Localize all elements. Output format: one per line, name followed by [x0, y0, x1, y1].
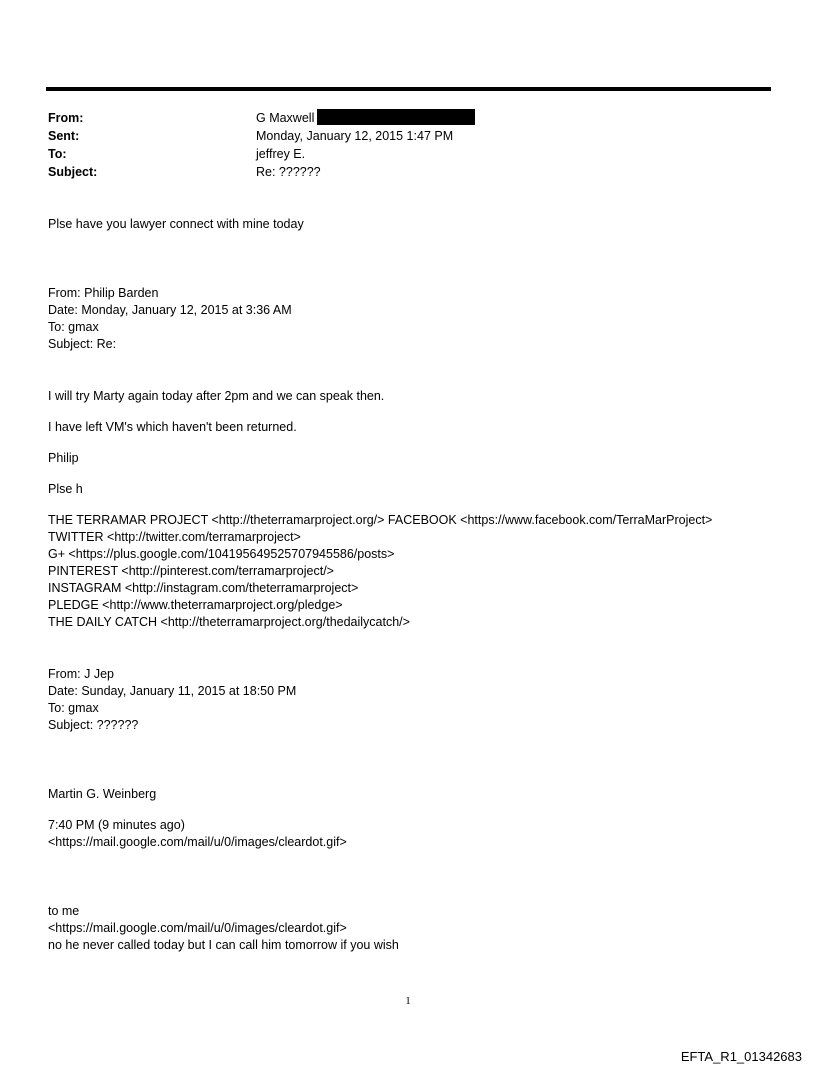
- quoted1-para2: I have left VM's which haven't been returned.: [48, 420, 297, 434]
- page-number: 1: [405, 995, 411, 1007]
- header-to-row: [48, 145, 475, 163]
- link-line[interactable]: THE TERRAMAR PROJECT <http://theterramarproject.org/> FACEBOOK <https://www.facebook.com/TerraMarProject>: [48, 513, 713, 527]
- bates-stamp: EFTA_R1_01342683: [680, 1049, 802, 1064]
- subject-label: Subject:: [48, 165, 98, 179]
- link-line[interactable]: THE DAILY CATCH <http://theterramarproject.org/thedailycatch/>: [48, 615, 410, 629]
- quoted2-sender: Martin G. Weinberg: [48, 787, 157, 801]
- quoted2-to: To: gmax: [48, 701, 99, 715]
- quoted2-img-link[interactable]: <https://mail.google.com/mail/u/0/images/cleardot.gif>: [48, 835, 347, 849]
- to-label: To:: [48, 147, 67, 161]
- to-value: jeffrey E.: [256, 147, 306, 161]
- quoted2-date: Date: Sunday, January 11, 2015 at 18:50 PM: [48, 684, 297, 698]
- quoted2-subject: Subject: ??????: [48, 718, 139, 732]
- quoted2-time: 7:40 PM (9 minutes ago): [48, 818, 185, 832]
- link-line[interactable]: G+ <https://plus.google.com/104195649525707945586/posts>: [48, 547, 395, 561]
- header-sent-row: [48, 127, 475, 145]
- link-line[interactable]: INSTAGRAM <http://instagram.com/theterramarproject>: [48, 581, 359, 595]
- quoted1-fragment: Plse h: [48, 482, 83, 496]
- from-value: [256, 109, 475, 127]
- link-line[interactable]: TWITTER <http://twitter.com/terramarproject>: [48, 530, 301, 544]
- quoted1-date: Date: Monday, January 12, 2015 at 3:36 AM: [48, 303, 292, 317]
- quoted2-message: no he never called today but I can call him tomorrow if you wish: [48, 938, 399, 952]
- from-label: From:: [48, 111, 84, 125]
- header-subject-row: [48, 163, 475, 181]
- from-name: G Maxwell: [256, 111, 315, 125]
- sent-value: Monday, January 12, 2015 1:47 PM: [256, 129, 454, 143]
- link-line[interactable]: PINTEREST <http://pinterest.com/terramarproject/>: [48, 564, 334, 578]
- sent-label: Sent:: [48, 129, 80, 143]
- quoted2-img-link[interactable]: <https://mail.google.com/mail/u/0/images/cleardot.gif>: [48, 921, 347, 935]
- quoted2-to-me: to me: [48, 904, 80, 918]
- quoted1-signoff: Philip: [48, 451, 79, 465]
- link-line[interactable]: PLEDGE <http://www.theterramarproject.org/pledge>: [48, 598, 343, 612]
- quoted1-para1: I will try Marty again today after 2pm and we can speak then.: [48, 389, 385, 403]
- quoted1-from: From: Philip Barden: [48, 286, 159, 300]
- subject-value: Re: ??????: [256, 165, 321, 179]
- quoted2-from: From: J Jep: [48, 667, 114, 681]
- email-body: [48, 216, 788, 954]
- reply-text: Plse have you lawyer connect with mine today: [48, 217, 304, 231]
- header-from-row: [48, 109, 475, 127]
- redaction-box: [317, 109, 475, 125]
- header-rule: [46, 87, 771, 91]
- quoted1-to: To: gmax: [48, 320, 99, 334]
- quoted1-subject: Subject: Re:: [48, 337, 117, 351]
- email-header: [48, 109, 475, 181]
